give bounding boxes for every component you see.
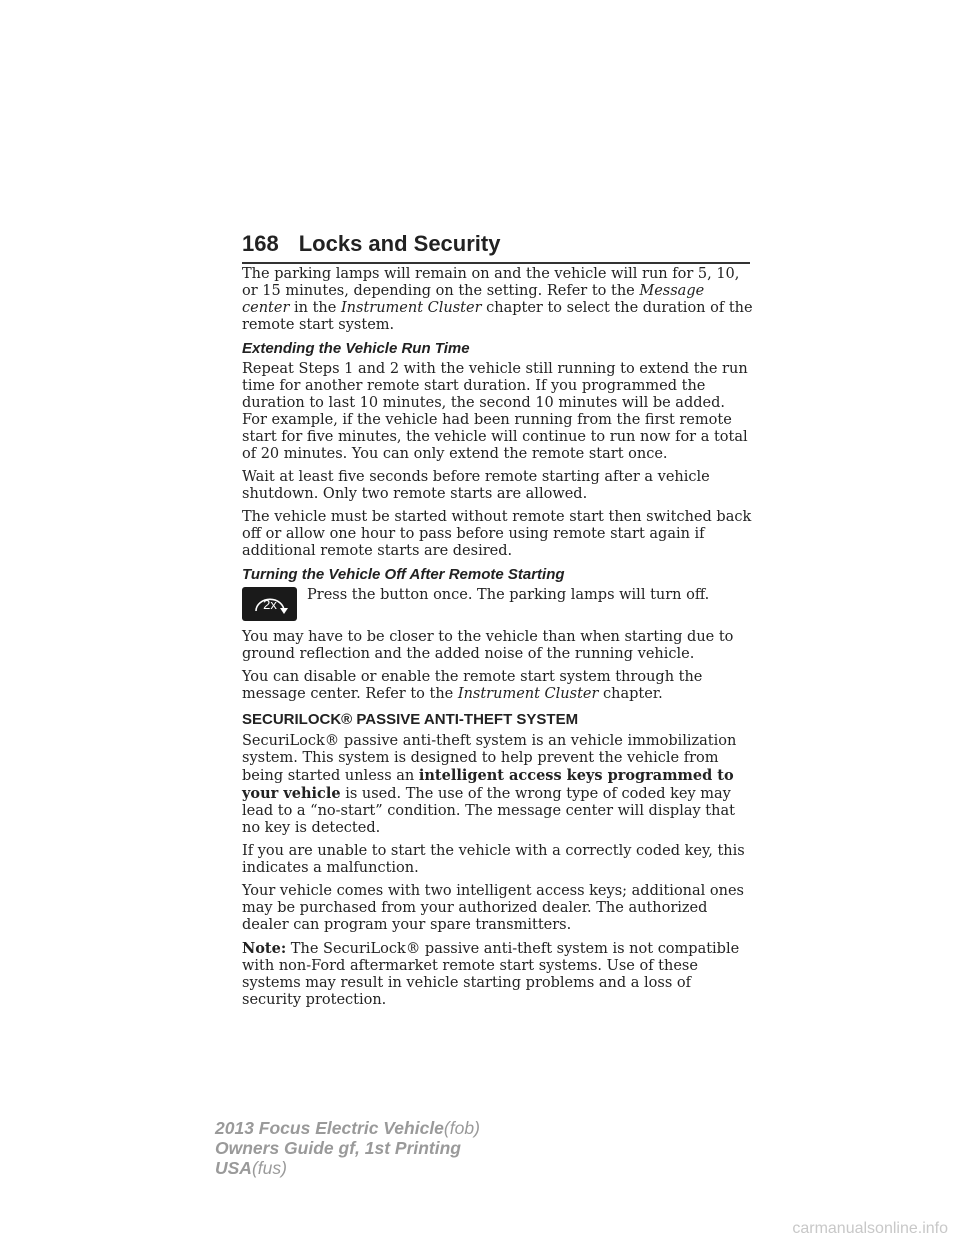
paragraph-restart: The vehicle must be started without remote start then switched back off or allow one hour to pass before using remote start again if additional remote starts are desired. — [242, 509, 752, 559]
paragraph-press-button: Press the button once. The parking lamps will turn off. — [307, 587, 710, 603]
paragraph-extend: Repeat Steps 1 and 2 with the vehicle still running to extend the run time for another remote start duration. If you programmed the duration to last 10 minutes, the second 10 minutes will be added. For example, if the vehicle had been running from the first remote start for five minutes, the vehicle will continue to run now for a total of 20 minutes. You can only extend the remote start once. — [242, 361, 748, 462]
instrument-cluster-reference: Instrument Cluster — [340, 300, 482, 316]
page-header — [242, 231, 750, 257]
circular-arrow-icon — [247, 591, 293, 617]
paragraph-closer: You may have to be closer to the vehicle than when starting due to ground reflection and the added noise of the running vehicle. — [242, 629, 734, 662]
note-paragraph: Note: The SecuriLock® passive anti-theft system is not compatible with non-Ford aftermarket remote start systems. Use of these systems may result in vehicle starting problems and a loss of security protection. — [242, 940, 740, 1008]
remote-button-instruction — [242, 587, 754, 621]
paragraph-keys: Your vehicle comes with two intelligent access keys; additional ones may be purchased from your authorized dealer. The authorized dealer can program your spare transmitters. — [242, 883, 744, 933]
watermark: carmanualsonline.info — [792, 1220, 948, 1237]
paragraph-disable: You can disable or enable the remote start system through the message center. Refer to the Instrument Cluster chapter. — [242, 669, 703, 702]
document-footer — [215, 1118, 480, 1178]
note-label: Note: — [242, 940, 287, 957]
paragraph-wait: Wait at least five seconds before remote starting after a vehicle shutdown. Only two remote starts are allowed. — [242, 469, 710, 502]
footer-line-1: 2013 Focus Electric Vehicle(fob) — [215, 1118, 480, 1138]
instrument-cluster-reference: Instrument Cluster — [457, 686, 599, 702]
svg-text:2x: 2x — [262, 597, 277, 612]
footer-line-3: USA(fus) — [215, 1158, 287, 1178]
page-number: 168 — [242, 231, 279, 256]
securilock-heading: SECURILOCK® PASSIVE ANTI-THEFT SYSTEM — [242, 711, 579, 728]
page-content — [242, 266, 754, 1015]
paragraph-malfunction: If you are unable to start the vehicle with a correctly coded key, this indicates a malfunction. — [242, 843, 745, 876]
paragraph-run-duration: The parking lamps will remain on and the vehicle will run for 5, 10, or 15 minutes, depending on the setting. Refer to the Message center in the Instrument Cluster chapter to select the duration of the remote start system. — [242, 266, 753, 333]
turn-off-heading: Turning the Vehicle Off After Remote Starting — [242, 566, 565, 583]
message-center-reference: Message center — [242, 283, 705, 316]
remote-start-2x-icon — [242, 587, 297, 621]
header-divider — [242, 262, 750, 264]
footer-line-2: Owners Guide gf, 1st Printing — [215, 1138, 461, 1158]
chapter-title: Locks and Security — [298, 231, 501, 256]
access-keys-emphasis: intelligent access keys programmed to your vehicle — [242, 767, 734, 802]
paragraph-securilock: SecuriLock® passive anti-theft system is an vehicle immobilization system. This system is designed to help prevent the vehicle from being started unless an intelligent access keys programmed to your vehicle is used. The use of the wrong type of coded key may lead to a “no-start” condition. The message center will display that no key is detected. — [242, 733, 737, 836]
extend-run-time-heading: Extending the Vehicle Run Time — [242, 340, 470, 357]
